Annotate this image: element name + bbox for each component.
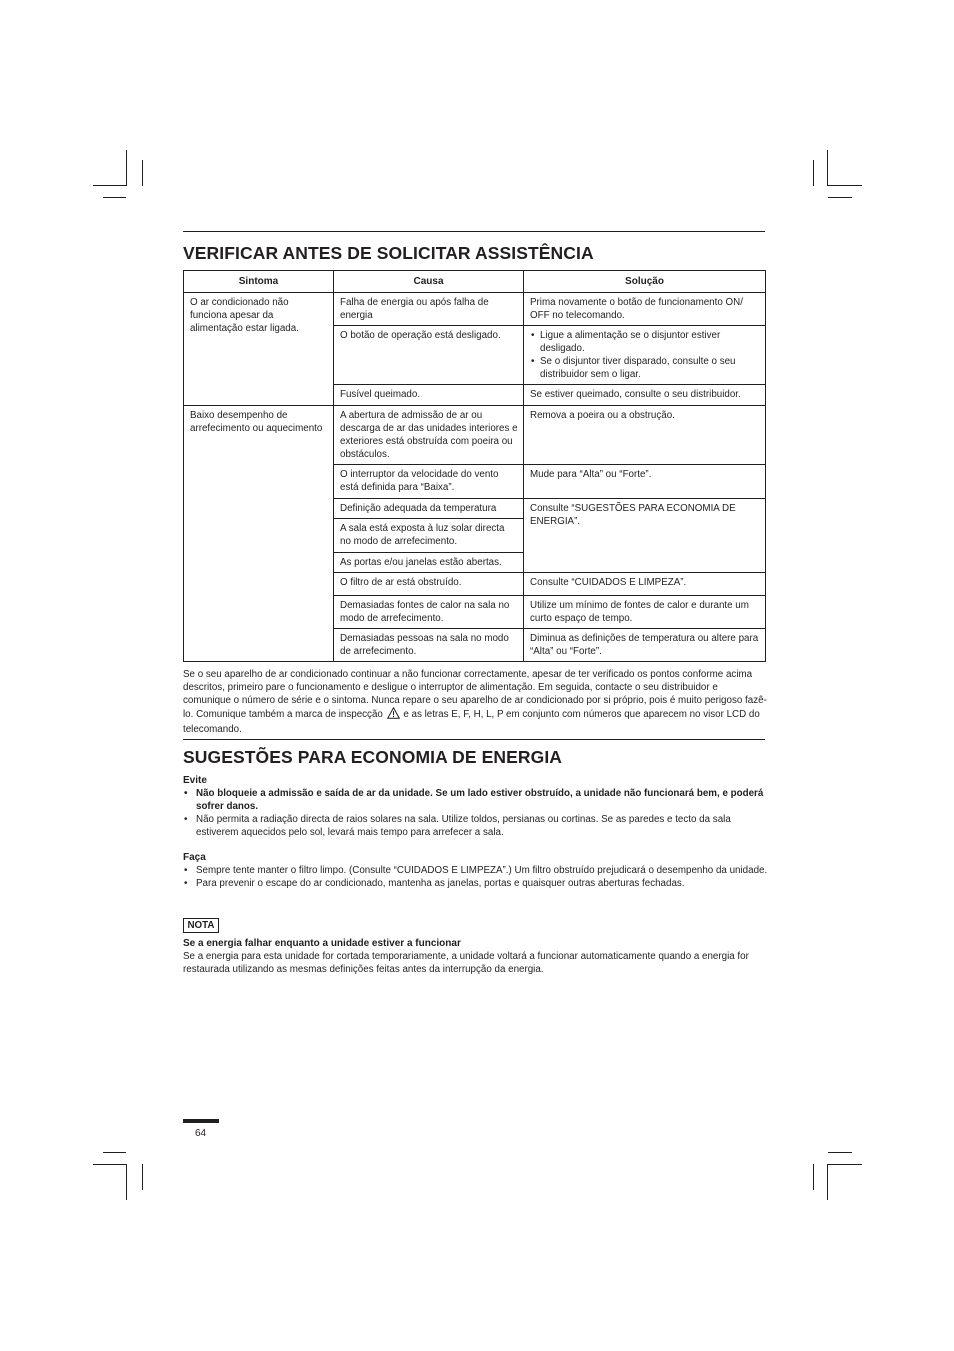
section-divider-top (183, 231, 765, 232)
warning-triangle-icon (387, 707, 400, 723)
avoid-heading: Evite (183, 775, 207, 786)
cause-cell: Demasiadas fontes de calor na sala no modo de arrefecimento. (334, 596, 524, 629)
troubleshoot-title: VERIFICAR ANTES DE SOLICITAR ASSISTÊNCIA (183, 243, 594, 263)
note-text-end: e as letras E, F, H, L, P em conjunto com números que aparecem no visor LCD do telecomando. (183, 709, 760, 735)
cause-cell: O botão de operação está desligado. (334, 326, 524, 385)
header-solution: Solução (524, 271, 766, 293)
note-text-start: Se o seu aparelho de ar condicionado continuar a não funcionar correctamente, apesar de ter verificado os pontos conforme acima descritos, primeiro pare o funcionamento e desligue o interruptor de alimentação. Em seguida, contacte o seu distribuidor e comunique o número de série e o sintoma. Nunca repare o seu aparelho de ar condicionado por si próprio, pois é muito perigoso fazê-lo. Comunique também a marca de inspecção (183, 669, 767, 720)
page-number-bar (183, 1119, 219, 1123)
cause-cell: Falha de energia ou após falha de energia (334, 293, 524, 326)
solution-cell: Utilize um mínimo de fontes de calor e durante um curto espaço de tempo. (524, 596, 766, 629)
list-item: • Não permita a radiação directa de raios solares na sala. Utilize toldos, persianas ou cortinas. Se as paredes e tecto da sala estiverem aquecidos pelo sol, levará mais tempo para arrefecer a sala. (183, 813, 768, 839)
solution-cell: Consulte “SUGESTÕES PARA ECONOMIA DE ENERGIA”. (524, 499, 766, 573)
solution-cell: Se estiver queimado, consulte o seu distribuidor. (524, 385, 766, 406)
symptom-cell: O ar condicionado não funciona apesar da alimentação estar ligada. (184, 293, 334, 406)
cause-cell: O filtro de ar está obstruído. (334, 573, 524, 596)
list-item: • Sempre tente manter o filtro limpo. (Consulte “CUIDADOS E LIMPEZA”.) Um filtro obstruído prejudicará o desempenho da unidade. (183, 864, 768, 877)
solution-cell: Diminua as definições de temperatura ou altere para “Alta” ou “Forte”. (524, 629, 766, 662)
section-divider-energy (183, 739, 765, 740)
header-symptom: Sintoma (184, 271, 334, 293)
note-label-box: NOTA (183, 918, 219, 933)
page-number: 64 (195, 1128, 207, 1139)
energy-tips (183, 774, 768, 890)
cause-cell: O interruptor da velocidade do vento está definida para “Baixa”. (334, 465, 524, 499)
symptom-cell: Baixo desempenho de arrefecimento ou aquecimento (184, 406, 334, 662)
table-row (184, 293, 766, 326)
table-row (184, 406, 766, 465)
cause-cell: As portas e/ou janelas estão abertas. (334, 553, 524, 573)
cause-cell: Demasiadas pessoas na sala no modo de arrefecimento. (334, 629, 524, 662)
solution-cell: Remova a poeira ou a obstrução. (524, 406, 766, 465)
power-failure-note (183, 937, 768, 976)
header-cause: Causa (334, 271, 524, 293)
avoid-list (183, 787, 768, 839)
cause-cell: Definição adequada da temperatura (334, 499, 524, 519)
note-heading: Se a energia falhar enquanto a unidade estiver a funcionar (183, 938, 461, 949)
solution-cell: Prima novamente o botão de funcionamento ON/ OFF no telecomando. (524, 293, 766, 326)
list-item: • Ligue a alimentação se o disjuntor estiver desligado. (540, 329, 760, 355)
do-list (183, 864, 768, 890)
solution-cell: Consulte “CUIDADOS E LIMPEZA”. (524, 573, 766, 596)
list-item: • Para prevenir o escape do ar condicionado, mantenha as janelas, portas e quaisquer outras aberturas fechadas. (183, 877, 768, 890)
list-item: • Não bloqueie a admissão e saída de ar da unidade. Se um lado estiver obstruído, a unidade não funcionará bem, e poderá sofrer danos. (183, 787, 768, 813)
table-header-row (184, 271, 766, 293)
do-heading: Faça (183, 852, 206, 863)
energy-title: SUGESTÕES PARA ECONOMIA DE ENERGIA (183, 747, 563, 767)
troubleshoot-note (183, 668, 768, 736)
solution-bullet-list (530, 329, 760, 381)
solution-cell (524, 326, 766, 385)
note-text: Se a energia para esta unidade for cortada temporariamente, a unidade voltará a funcionar automaticamente quando a energia for restaurada utilizando as mesmas definições feitas antes da interrupção da energia. (183, 951, 749, 975)
cause-cell: Fusível queimado. (334, 385, 524, 406)
solution-cell: Mude para “Alta” ou “Forte”. (524, 465, 766, 499)
cause-cell: A abertura de admissão de ar ou descarga de ar das unidades interiores e exteriores está obstruída com poeira ou obstáculos. (334, 406, 524, 465)
list-item: • Se o disjuntor tiver disparado, consulte o seu distribuidor sem o ligar. (540, 355, 760, 381)
troubleshooting-table (183, 270, 766, 662)
cause-cell: A sala está exposta à luz solar directa no modo de arrefecimento. (334, 519, 524, 553)
